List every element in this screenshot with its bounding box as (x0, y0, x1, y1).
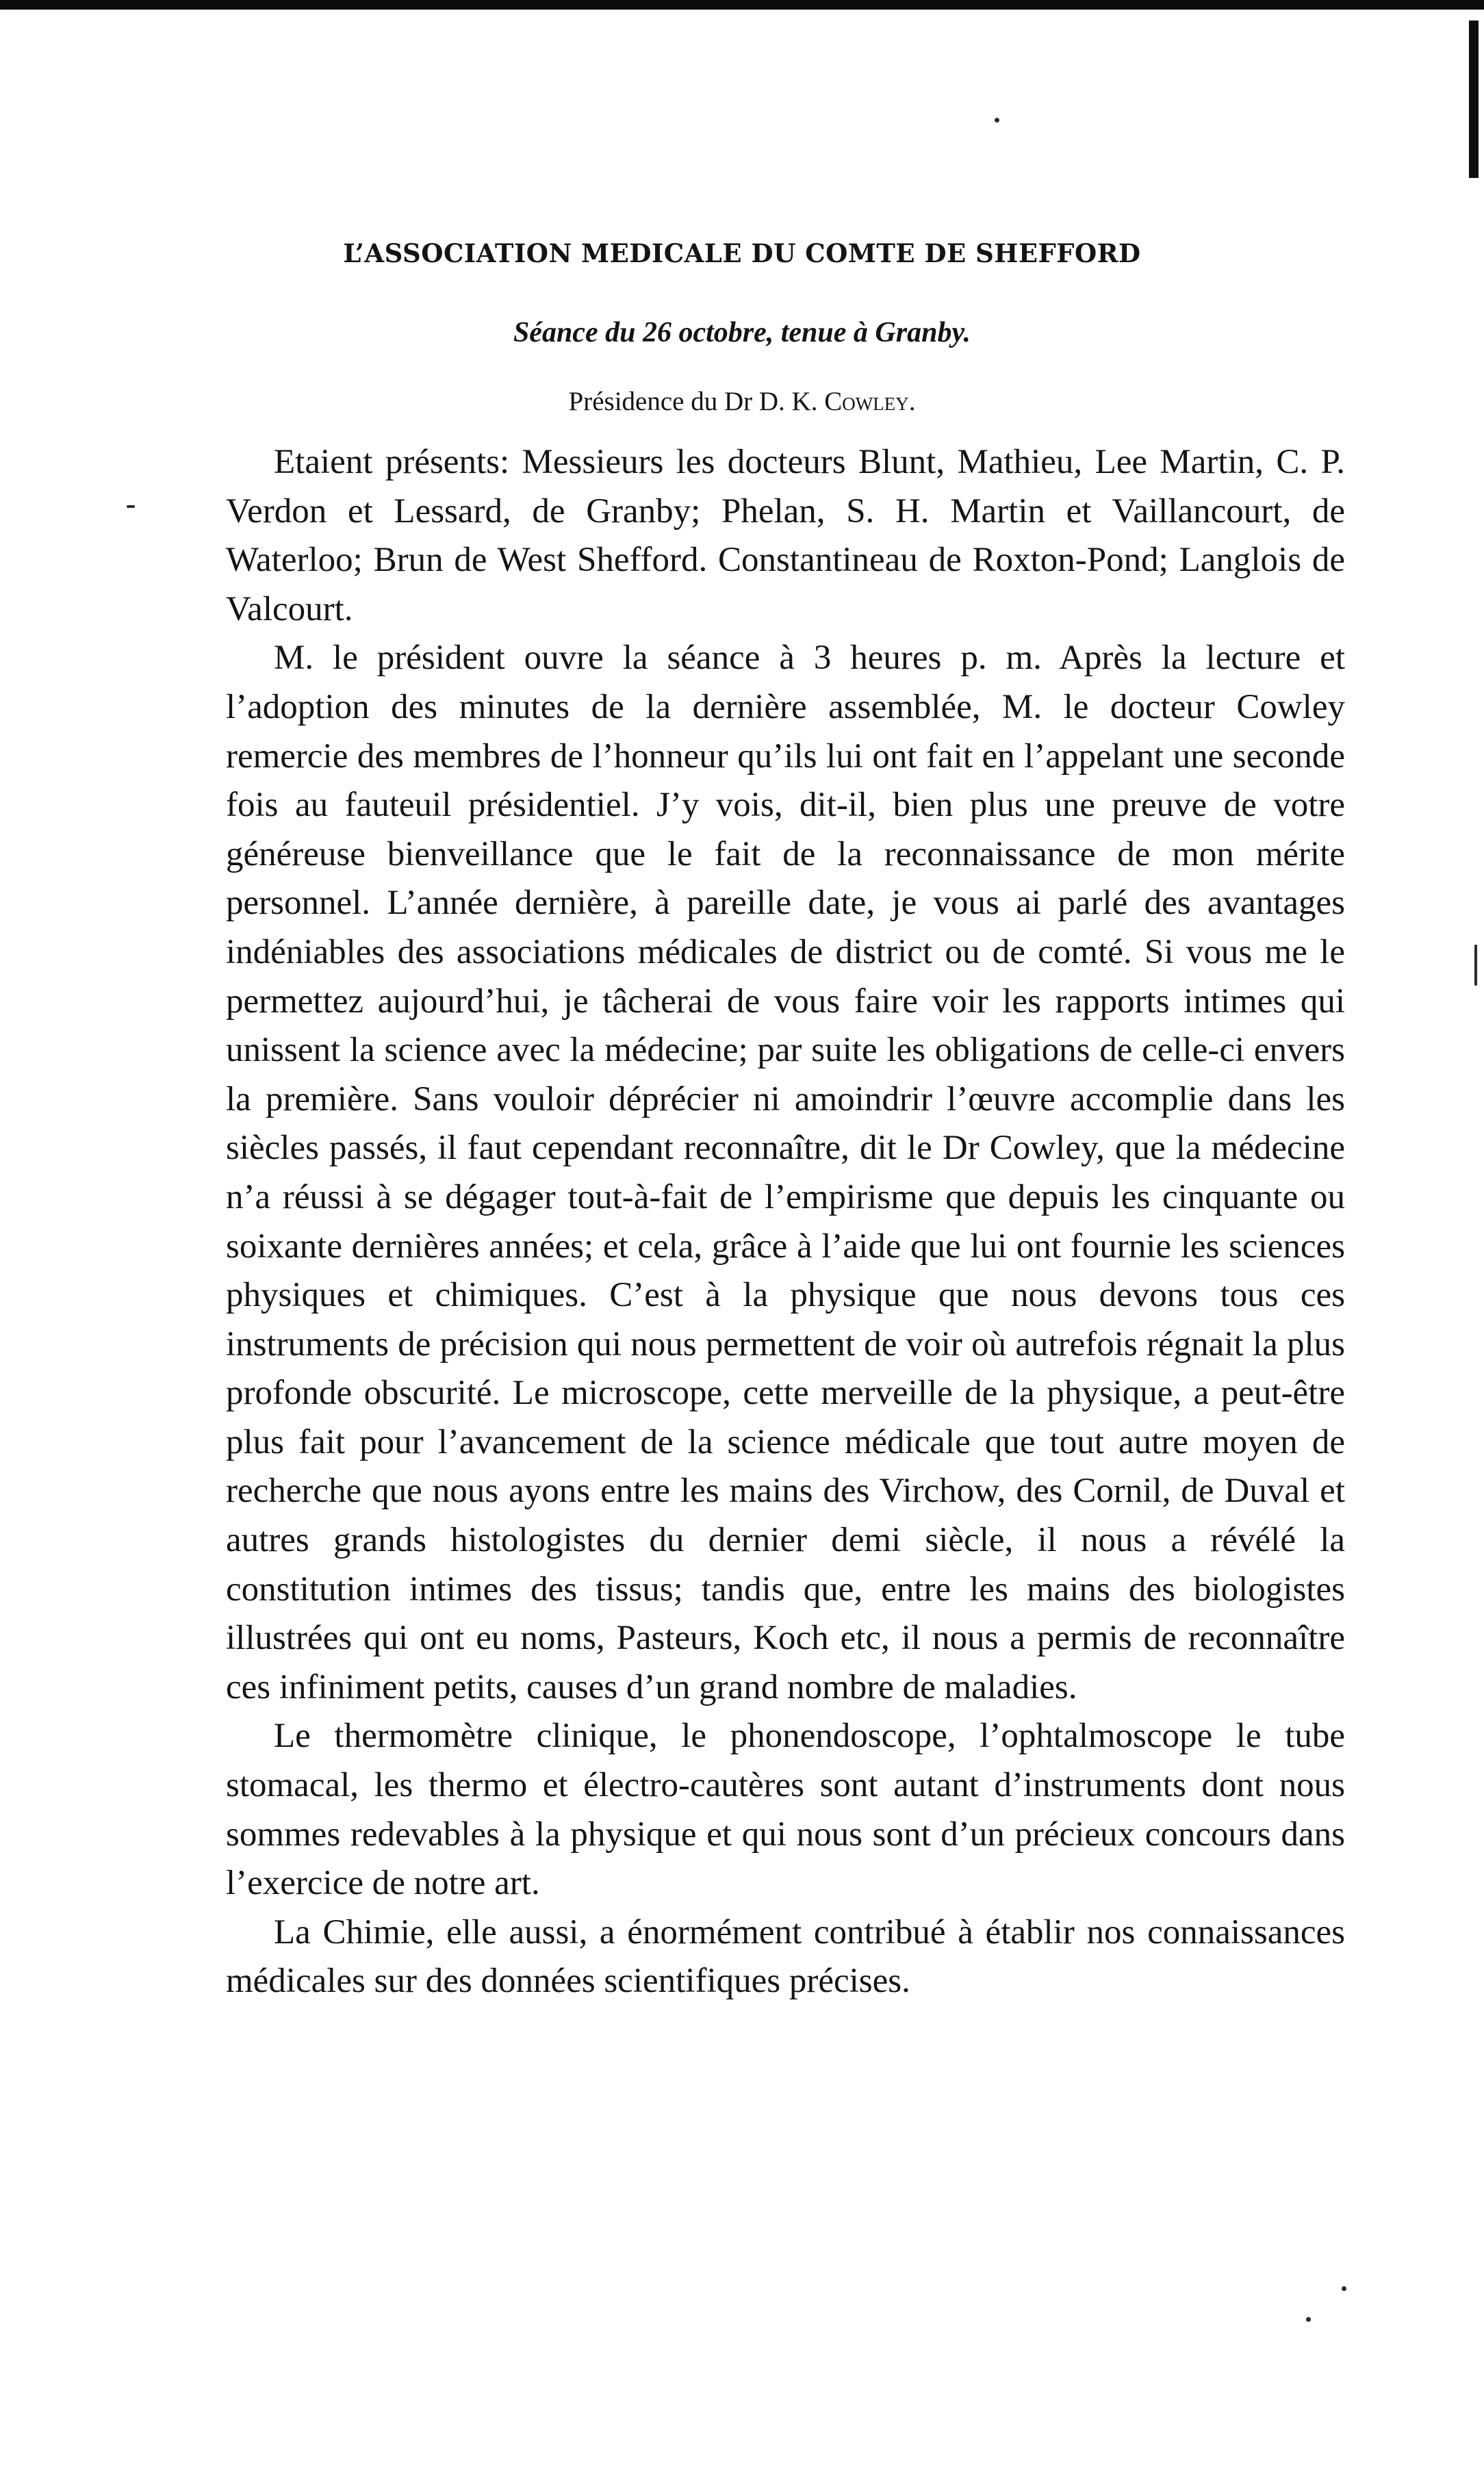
scan-speck (127, 505, 135, 508)
paragraph-attendees: Etaient présents: Messieurs les docteurs Blunt, Mathieu, Lee Martin, C. P. Verdon et Lessard, de Granby; Phelan, S. H. Martin et Vaillancourt, de Waterloo; Brun de West Shefford. Constantineau de Roxton-Pond; Langlois de Valcourt. (226, 443, 1345, 628)
page-title: L’ASSOCIATION MEDICALE DU COMTE DE SHEFFORD (343, 238, 1141, 268)
scan-border-top (0, 0, 1484, 10)
scan-speck (995, 118, 999, 123)
presidence-prefix: Présidence du Dr (568, 387, 753, 416)
paragraph-chemistry: La Chimie, elle aussi, a énormément contribué à établir nos connaissances médicales sur des données scientifiques précises. (226, 1912, 1345, 2001)
scan-speck (1306, 2317, 1311, 2322)
paragraph-address: M. le président ouvre la séance à 3 heures p. m. Après la lecture et l’adoption des minutes de la dernière assemblée, M. le docteur Cowley remercie des membres de l’honneur qu’ils lui ont fait en l’appelant une seconde fois au fauteuil présidentiel. J’y vois, dit-il, bien plus une preuve de votre généreuse bienveillance que le fait de la reconnaissance de mon mérite personnel. L’année dernière, à pareille date, je vous ai parlé des avantages indéniables des associations médicales de district ou de comté. Si vous me le permettez aujourd’hui, je tâcherai de vous faire voir les rapports intimes qui unissent la science avec la médecine; par suite les obligations de celle-ci envers la première. Sans vouloir déprécier ni amoindrir l’œuvre accomplie dans les siècles passés, il faut cependant reconnaître, dit le Dr Cowley, que la médecine n’a réussi à se dégager tout-à-fait de l’empirisme que depuis les cinquante ou soixante dernières années; et cela, grâce à l’aide que lui ont fournie les sciences physiques et chimiques. C’est à la physique que nous devons tous ces instruments de précision qui nous permettent de voir où autrefois régnait la plus profonde obscurité. Le microscope, cette merveille de la physique, a peut-être plus fait pour l’avancement de la science médicale que tout autre moyen de recherche que nous ayons entre les mains des Virchow, des Cornil, de Duval et autres grands histologistes du dernier demi siècle, il nous a révélé la constitution intimes des tissus; tandis que, entre les mains des biologistes illustrées qui ont eu noms, Pasteurs, Koch etc, il nous a permis de reconnaître ces infiniment petits, causes d’un grand nombre de maladies. (226, 639, 1345, 1706)
president-name: D. K. Cowley. (758, 387, 916, 416)
scan-border-right (1469, 21, 1479, 178)
presidence-line (0, 386, 1484, 417)
paragraph-instruments: Le thermomètre clinique, le phonendoscope, l’ophtalmoscope le tube stomacal, les thermo et électro-cautères sont autant d’instruments dont nous sommes redevables à la physique et qui nous sont d’un précieux concours dans l’exercice de notre art. (226, 1717, 1345, 1903)
session-subtitle: Séance du 26 octobre, tenue à Granby. (513, 317, 971, 348)
article-body (226, 438, 1345, 2006)
scan-speck (1342, 2286, 1346, 2291)
scan-speck (1474, 945, 1477, 986)
